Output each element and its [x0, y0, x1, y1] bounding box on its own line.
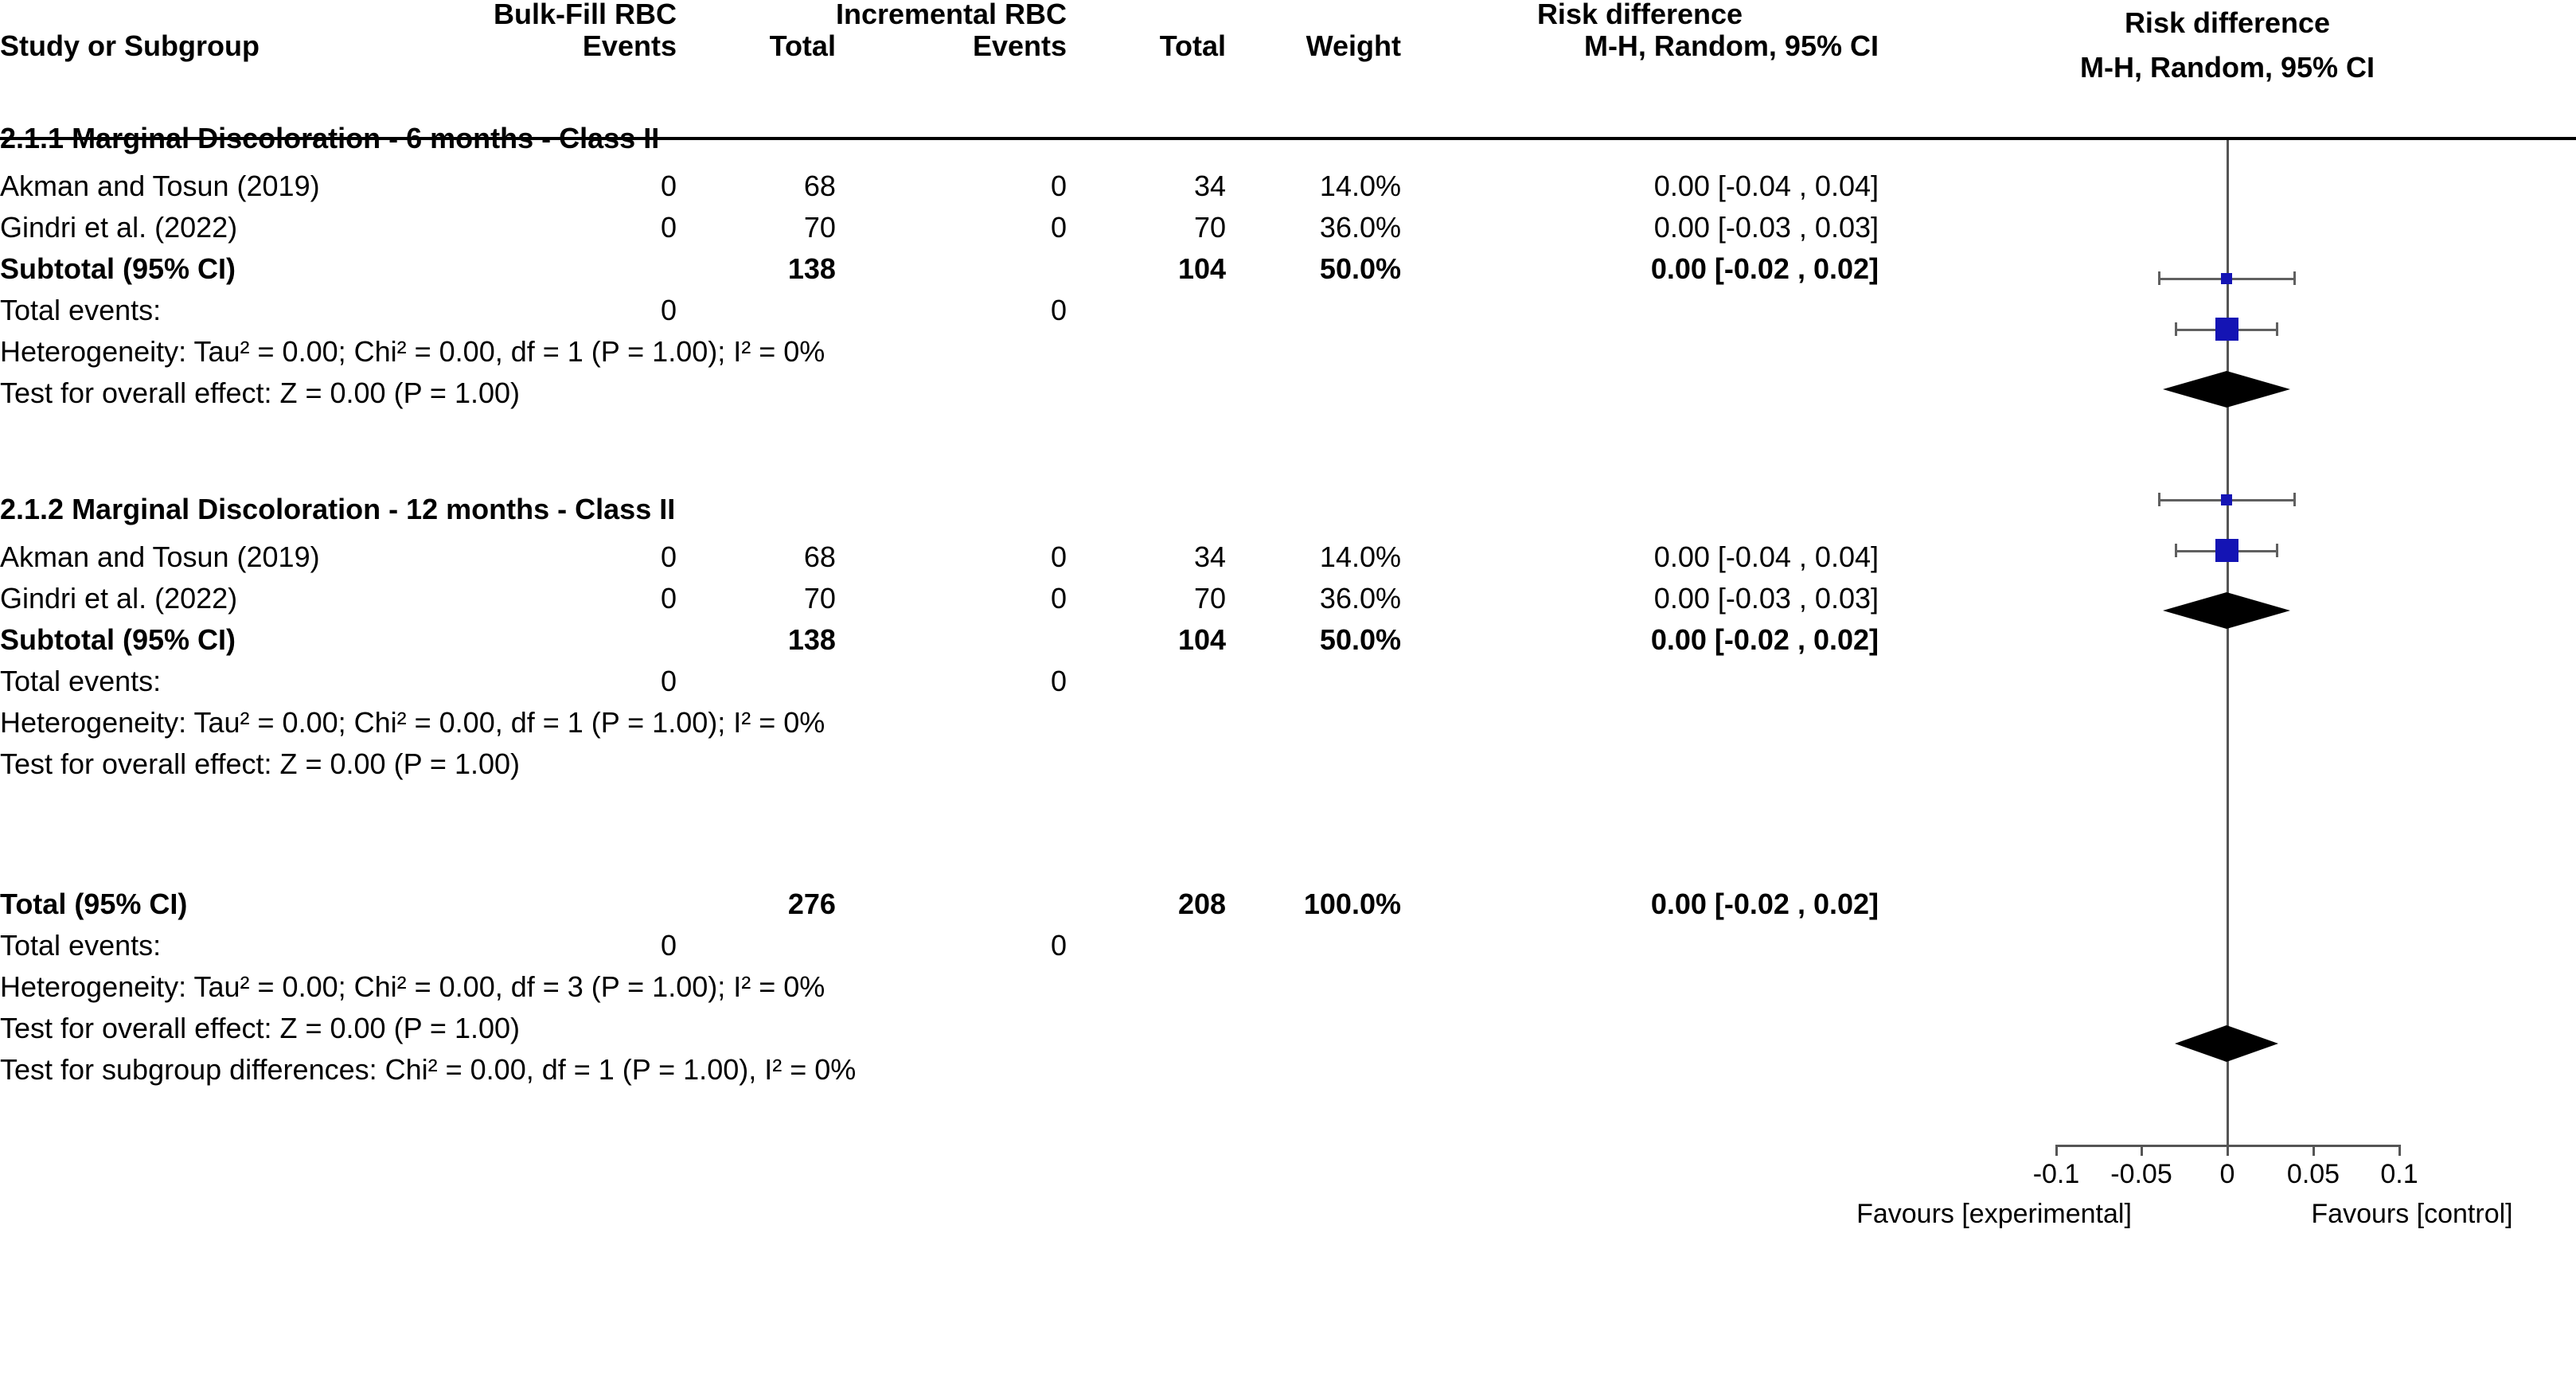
effect-marker-square: [2215, 318, 2238, 341]
overall-effect-text: Test for overall effect: Z = 0.00 (P = 1.00): [0, 1012, 521, 1044]
study-events-2: 0: [1051, 211, 1067, 244]
weight-header-spacer: [1226, 0, 1401, 32]
table-group-header-row: [0, 0, 1879, 32]
blank-cell: [1226, 283, 1401, 325]
effect-marker-square: [2221, 494, 2232, 505]
effect-marker-square: [2221, 273, 2232, 284]
subtotal-events-1: [494, 613, 677, 654]
total-events-row: [0, 919, 1879, 960]
overall-effect-row: [0, 366, 1879, 408]
blank-cell: [1067, 919, 1226, 960]
total-spacer: [0, 778, 1879, 845]
blank-cell: [677, 919, 836, 960]
favours-experimental-label: Favours [experimental]: [1856, 1199, 2132, 1229]
heterogeneity-row: [0, 325, 1879, 366]
x-tick-label: -0.1: [2032, 1159, 2080, 1189]
subgroup-differences-row: [0, 1043, 1879, 1084]
ci-cap-right: [2293, 271, 2296, 285]
study-events-2: 0: [1051, 540, 1067, 573]
total-events-1: 0: [660, 665, 677, 697]
heterogeneity-text: Heterogeneity: Tau² = 0.00; Chi² = 0.00, df = 3 (P = 1.00); I² = 0%: [0, 970, 825, 1003]
table-row: [0, 530, 1879, 572]
overall-effect-row: [0, 1001, 1879, 1043]
heterogeneity-text: Heterogeneity: Tau² = 0.00; Chi² = 0.00, df = 1 (P = 1.00); I² = 0%: [0, 335, 825, 368]
overall-effect-row: [0, 737, 1879, 778]
subtotal-label: Subtotal (95% CI): [0, 252, 236, 285]
subtotal-effect: 0.00 [-0.02 , 0.02]: [1650, 252, 1879, 285]
blank-cell: [1226, 654, 1401, 696]
study-events-1: 0: [660, 540, 677, 573]
favours-control-label: Favours [control]: [2311, 1199, 2513, 1229]
study-weight: 36.0%: [1319, 211, 1401, 244]
subtotal-total-1: 138: [787, 623, 836, 656]
blank-cell: [1067, 283, 1226, 325]
heterogeneity-text: Heterogeneity: Tau² = 0.00; Chi² = 0.00, df = 1 (P = 1.00); I² = 0%: [0, 706, 825, 739]
grand-total-total-2: 208: [1177, 888, 1227, 920]
subgroup-2-label: 2.1.2 Marginal Discoloration - 12 months - Class II: [0, 493, 676, 525]
x-tick-label: 0.05: [2286, 1159, 2340, 1189]
study-total-1: 68: [803, 170, 836, 202]
study-total-2: 70: [1193, 211, 1227, 244]
x-tick-label: 0: [2219, 1159, 2235, 1189]
study-name: Akman and Tosun (2019): [0, 540, 320, 573]
subtotal-weight: 50.0%: [1319, 252, 1401, 285]
blank-cell: [1226, 919, 1401, 960]
table-row: [0, 159, 1879, 201]
study-weight: 14.0%: [1319, 540, 1401, 573]
x-axis-tick: [2398, 1145, 2401, 1156]
study-events-2: 0: [1051, 582, 1067, 615]
x-axis-tick: [2227, 1145, 2229, 1156]
subtotal-row: [0, 613, 1879, 654]
total-spacer-2: [0, 845, 1879, 877]
study-total-1: 68: [803, 540, 836, 573]
grand-total-weight: 100.0%: [1303, 888, 1401, 920]
column-header-total-2: Total: [1159, 29, 1227, 62]
overall-effect-text: Test for overall effect: Z = 0.00 (P = 1.00): [0, 747, 521, 780]
study-effect: 0.00 [-0.04 , 0.04]: [1653, 170, 1879, 202]
column-header-total-1: Total: [769, 29, 836, 62]
blank-cell: [1401, 654, 1879, 696]
study-effect: 0.00 [-0.03 , 0.03]: [1653, 211, 1879, 244]
total-events-label: Total events:: [0, 294, 162, 326]
column-header-events-1: Events: [582, 29, 677, 62]
subtotal-label: Subtotal (95% CI): [0, 623, 236, 656]
total-events-label: Total events:: [0, 929, 162, 962]
table-column-header-row: [0, 32, 1879, 72]
study-events-2: 0: [1051, 170, 1067, 202]
group-header-incremental: Incremental RBC: [835, 0, 1067, 30]
null-effect-line: [2227, 140, 2229, 1145]
study-total-1: 70: [803, 582, 836, 615]
study-total-1: 70: [803, 211, 836, 244]
ci-cap-left: [2158, 271, 2160, 285]
heterogeneity-row: [0, 960, 1879, 1001]
rule-spacer: [0, 72, 1879, 103]
subtotal-weight: 50.0%: [1319, 623, 1401, 656]
blank-cell: [1401, 283, 1879, 325]
group-header-incremental-spacer: [1067, 0, 1226, 32]
subgroup-header-row: [0, 474, 1879, 530]
blank-cell: [1067, 654, 1226, 696]
subtotal-effect: 0.00 [-0.02 , 0.02]: [1650, 623, 1879, 656]
ci-cap-right: [2276, 544, 2278, 557]
total-events-1: 0: [660, 294, 677, 326]
table-row: [0, 201, 1879, 242]
subtotal-events-2: [836, 242, 1067, 283]
ci-cap-left: [2175, 544, 2177, 557]
study-name: Gindri et al. (2022): [0, 582, 238, 615]
x-axis-tick: [2141, 1145, 2143, 1156]
study-total-2: 34: [1193, 540, 1227, 573]
total-events-2: 0: [1051, 665, 1067, 697]
ci-cap-right: [2276, 322, 2278, 336]
table-row: [0, 572, 1879, 613]
subgroup-1-label: 2.1.1 Marginal Discoloration - 6 months - Class II: [0, 122, 660, 154]
ci-cap-right: [2293, 493, 2296, 506]
total-events-1: 0: [660, 929, 677, 962]
study-events-1: 0: [660, 170, 677, 202]
grand-total-events-1: [494, 877, 677, 919]
effect-marker-square: [2215, 539, 2238, 562]
x-axis-tick: [2055, 1145, 2058, 1156]
subtotal-events-2: [836, 613, 1067, 654]
total-events-row: [0, 283, 1879, 325]
study-name: Akman and Tosun (2019): [0, 170, 320, 202]
grand-total-events-2: [836, 877, 1067, 919]
column-header-method: M-H, Random, 95% CI: [1583, 29, 1879, 62]
column-header-study: Study or Subgroup: [0, 29, 260, 62]
overall-effect-text: Test for overall effect: Z = 0.00 (P = 1.00): [0, 377, 521, 409]
study-effect: 0.00 [-0.04 , 0.04]: [1653, 540, 1879, 573]
total-events-2: 0: [1051, 294, 1067, 326]
blank-cell: [0, 0, 494, 32]
subtotal-row: [0, 242, 1879, 283]
study-weight: 36.0%: [1319, 582, 1401, 615]
total-events-label: Total events:: [0, 665, 162, 697]
x-tick-label: 0.1: [2380, 1159, 2418, 1189]
study-events-1: 0: [660, 211, 677, 244]
subgroup-differences-text: Test for subgroup differences: Chi² = 0.00, df = 1 (P = 1.00), I² = 0%: [0, 1053, 857, 1086]
subtotal-total-2: 104: [1177, 623, 1227, 656]
study-effect: 0.00 [-0.03 , 0.03]: [1653, 582, 1879, 615]
column-header-events-2: Events: [972, 29, 1067, 62]
study-total-2: 70: [1193, 582, 1227, 615]
group-header-bulk-fill-spacer: [677, 0, 836, 32]
forest-plot-area: [1856, 0, 2576, 1397]
plot-title: Risk difference: [2124, 6, 2331, 39]
subtotal-events-1: [494, 242, 677, 283]
total-events-row: [0, 654, 1879, 696]
blank-cell: [677, 283, 836, 325]
subtotal-total-1: 138: [787, 252, 836, 285]
subtotal-total-2: 104: [1177, 252, 1227, 285]
ci-cap-left: [2158, 493, 2160, 506]
study-events-1: 0: [660, 582, 677, 615]
total-events-2: 0: [1051, 929, 1067, 962]
subgroup-header-row: [0, 103, 1879, 159]
x-tick-label: -0.05: [2110, 1159, 2172, 1189]
heterogeneity-row: [0, 696, 1879, 737]
grand-total-label: Total (95% CI): [0, 888, 188, 920]
subgroup-spacer: [0, 408, 1879, 474]
blank-cell: [677, 654, 836, 696]
column-header-weight: Weight: [1306, 29, 1401, 62]
group-header-bulk-fill: Bulk-Fill RBC: [493, 0, 677, 30]
plot-method-label: M-H, Random, 95% CI: [2079, 51, 2375, 84]
blank-cell: [1401, 919, 1879, 960]
ci-cap-left: [2175, 322, 2177, 336]
grand-total-effect: 0.00 [-0.02 , 0.02]: [1650, 888, 1879, 920]
x-axis-tick: [2313, 1145, 2315, 1156]
grand-total-row: [0, 877, 1879, 919]
group-header-risk-difference: Risk difference: [1536, 0, 1743, 30]
grand-total-total-1: 276: [787, 888, 836, 920]
study-weight: 14.0%: [1319, 170, 1401, 202]
study-total-2: 34: [1193, 170, 1227, 202]
study-name: Gindri et al. (2022): [0, 211, 238, 244]
